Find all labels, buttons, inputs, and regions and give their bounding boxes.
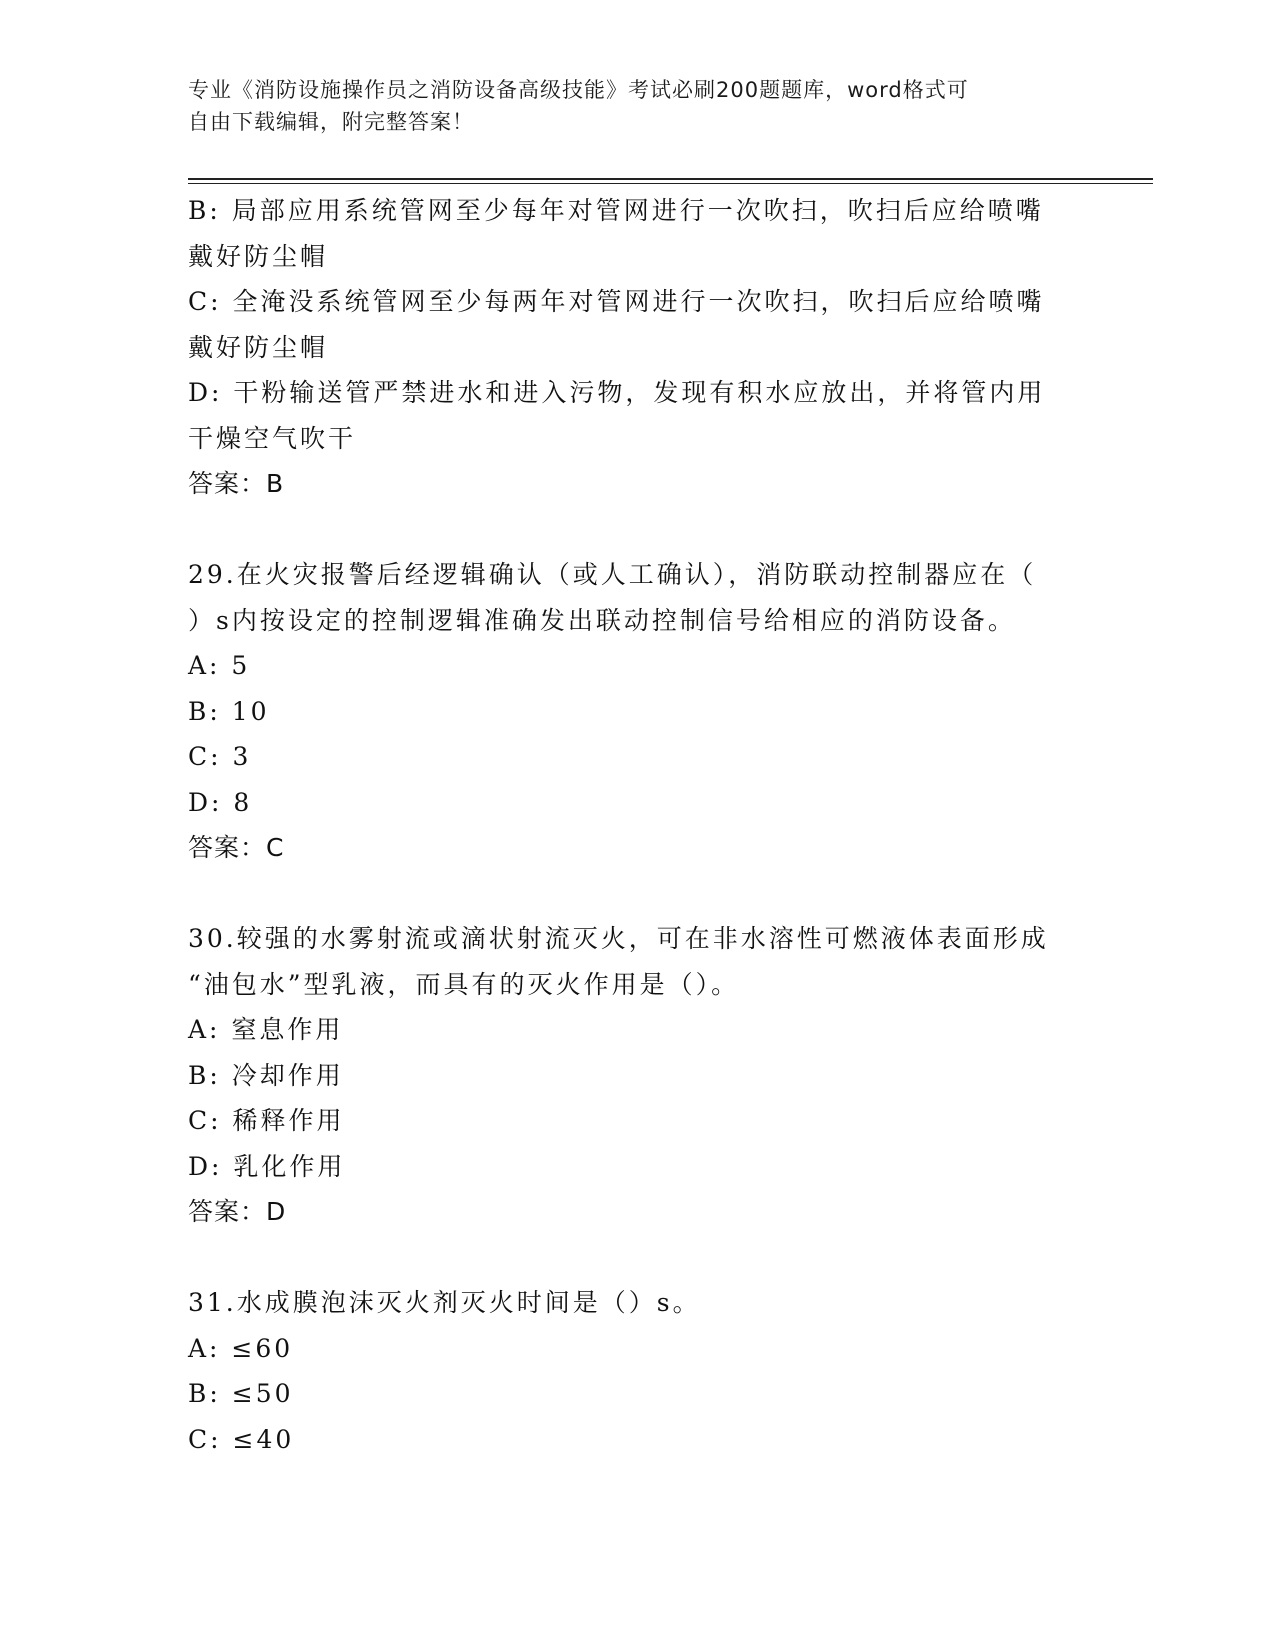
spacer [188, 507, 1078, 553]
q30-option-a: A: 窒息作用 [188, 1015, 344, 1044]
q31-option-b: B: ≤50 [188, 1379, 294, 1408]
question-31 [188, 1280, 1078, 1462]
q30-option-c: C: 稀释作用 [188, 1106, 345, 1135]
q29-option-c: C: 3 [188, 742, 252, 771]
q29-option-d: D: 8 [188, 787, 253, 817]
question-28 [188, 188, 1078, 507]
q30-stem-line-2: “油包水”型乳液，而具有的灭火作用是（）。 [188, 969, 740, 999]
q28-option-c-line-1: C: 全淹没系统管网至少每两年对管网进行一次吹扫，吹扫后应给喷嘴 [188, 287, 1045, 316]
q29-option-a: A: 5 [188, 651, 251, 680]
q28-option-b-line-1: B: 局部应用系统管网至少每年对管网进行一次吹扫，吹扫后应给喷嘴 [188, 196, 1044, 225]
q29-stem-line-1: 29.在火灾报警后经逻辑确认（或人工确认），消防联动控制器应在（ [188, 560, 1037, 589]
question-content [188, 188, 1078, 1462]
q29-stem-line-2: ）s内按设定的控制逻辑准确发出联动控制信号给相应的消防设备。 [188, 605, 1016, 635]
question-30 [188, 916, 1078, 1235]
q29-answer: 答案：C [188, 833, 285, 862]
header-line-1: 专业《消防设施操作员之消防设备高级技能》考试必刷200题题库，word格式可 [188, 78, 969, 102]
q28-answer: 答案：B [188, 469, 285, 498]
question-29 [188, 552, 1078, 871]
header-line-2: 自由下载编辑，附完整答案！ [188, 110, 474, 134]
q28-option-d-line-1: D: 干粉输送管严禁进水和进入污物，发现有积水应放出，并将管内用 [188, 378, 1046, 407]
q31-stem-line-1: 31.水成膜泡沫灭火剂灭火时间是（）s。 [188, 1288, 701, 1317]
q28-option-d-line-2: 干燥空气吹干 [188, 423, 357, 453]
q31-option-c: C: ≤40 [188, 1424, 295, 1454]
q28-option-b-line-2: 戴好防尘帽 [188, 241, 329, 271]
q30-stem-line-1: 30.较强的水雾射流或滴状射流灭火，可在非水溶性可燃液体表面形成 [188, 924, 1049, 953]
spacer [188, 1235, 1078, 1281]
header-rule-thick [188, 178, 1153, 180]
q30-option-b: B: 冷却作用 [188, 1060, 344, 1090]
q28-option-c-line-2: 戴好防尘帽 [188, 332, 329, 362]
q29-option-b: B: 10 [188, 696, 270, 726]
header-rule-thin [188, 183, 1153, 184]
q30-option-d: D: 乳化作用 [188, 1151, 346, 1181]
document-header [188, 74, 1068, 138]
q30-answer: 答案：D [188, 1197, 287, 1226]
q31-option-a: A: ≤60 [188, 1333, 294, 1363]
spacer [188, 871, 1078, 917]
